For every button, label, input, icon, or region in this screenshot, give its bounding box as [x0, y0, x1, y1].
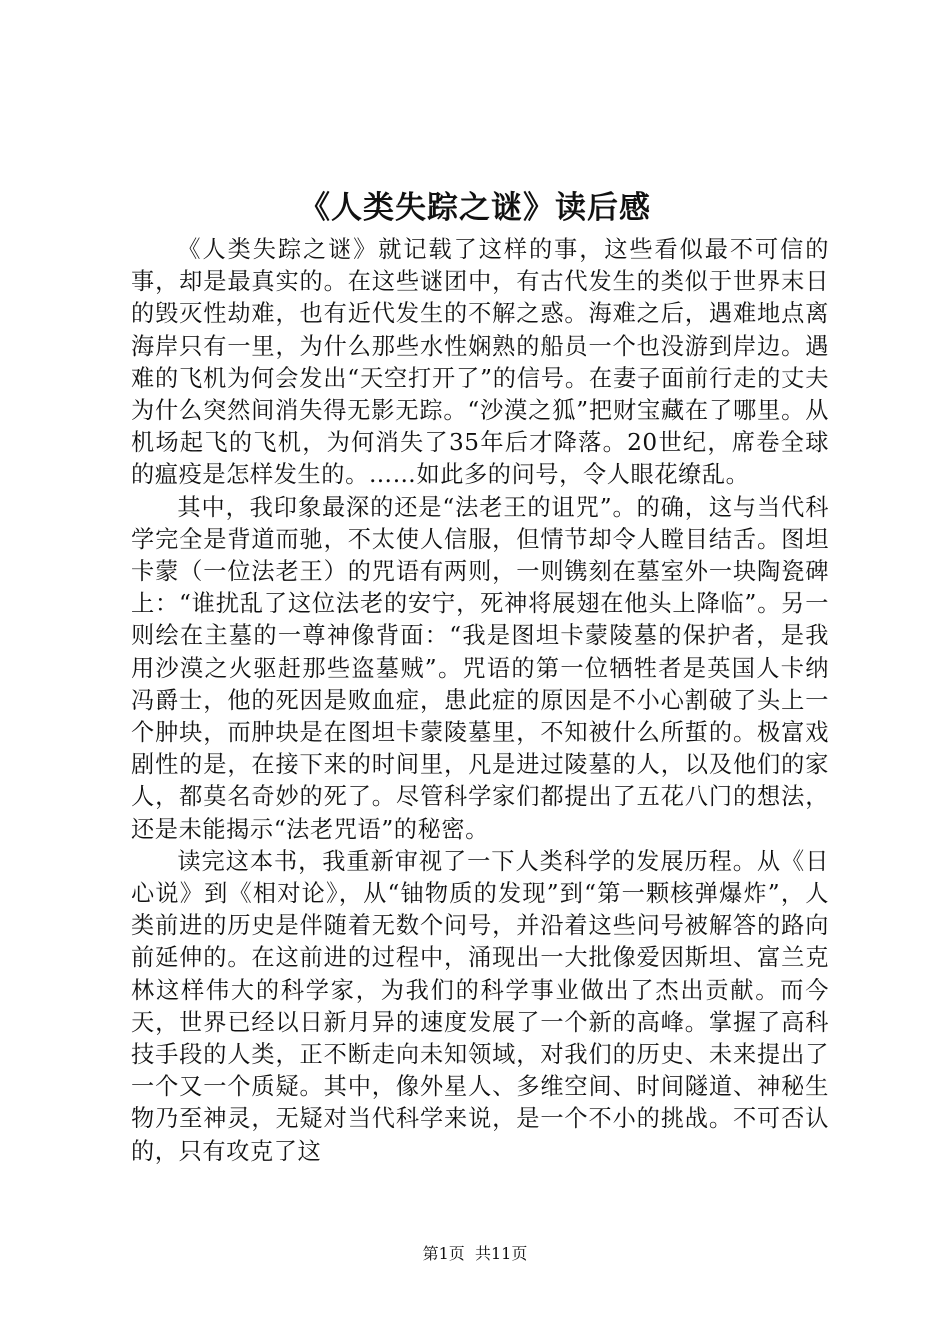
paragraph-2: 其中，我印象最深的还是“法老王的诅咒”。的确，这与当代科学完全是背道而驰，不太使人信服，但情节却令人瞠目结舌。图坦卡蒙（一位法老王）的咒语有两则，一则镌刻在墓室外一块陶瓷碑上：“谁扰乱了这位法老的安宁，死神将展翅在他头上降临”。另一则绘在主墓的一尊神像背面：“我是图坦卡蒙陵墓的保护者，是我用沙漠之火驱赶那些盗墓贼”。咒语的第一位牺牲者是英国人卡纳冯爵士，他的死因是败血症，患此症的原因是不小心割破了头上一个肿块，而肿块是在图坦卡蒙陵墓里，不知被什么所蜇的。极富戏剧性的是，在接下来的时间里，凡是进过陵墓的人，以及他们的家人，都莫名奇妙的死了。尽管科学家们都提出了五花八门的想法，还是未能揭示“法老咒语”的秘密。	[131, 493, 829, 843]
document-body	[131, 234, 829, 1168]
document-title: 《人类失踪之谜》读后感	[299, 190, 651, 226]
footer-spacer	[465, 1244, 475, 1263]
page-footer	[0, 1242, 950, 1266]
paragraph-1: 《人类失踪之谜》就记载了这样的事，这些看似最不可信的事，却是最真实的。在这些谜团中，有古代发生的类似于世界末日的毁灭性劫难，也有近代发生的不解之惑。海难之后，遇难地点离海岸只有一里，为什么那些水性娴熟的船员一个也没游到岸边。遇难的飞机为何会发出“天空打开了”的信号。在妻子面前行走的丈夫为什么突然间消失得无影无踪。“沙漠之狐”把财宝藏在了哪里。从机场起飞的飞机，为何消失了35年后才降落。20世纪，席卷全球的瘟疫是怎样发生的。……如此多的问号，令人眼花缭乱。	[131, 236, 829, 489]
page-total: 共11页	[474, 1244, 528, 1263]
paragraph-3: 读完这本书，我重新审视了一下人类科学的发展历程。从《日心说》到《相对论》，从“铀物质的发现”到“第一颗核弹爆炸”，人类前进的历史是伴随着无数个问号，并沿着这些问号被解答的路向前延伸的。在这前进的过程中，涌现出一大批像爱因斯坦、富兰克林这样伟大的科学家，为我们的科学事业做出了杰出贡献。而今天，世界已经以日新月异的速度发展了一个新的高峰。掌握了高科技手段的人类，正不断走向未知领域，对我们的历史、未来提出了一个又一个质疑。其中，像外星人、多维空间、时间隧道、神秘生物乃至神灵，无疑对当代科学来说，是一个不小的挑战。不可否认的，只有攻克了这	[131, 847, 829, 1165]
page-number: 第1页	[422, 1244, 465, 1263]
